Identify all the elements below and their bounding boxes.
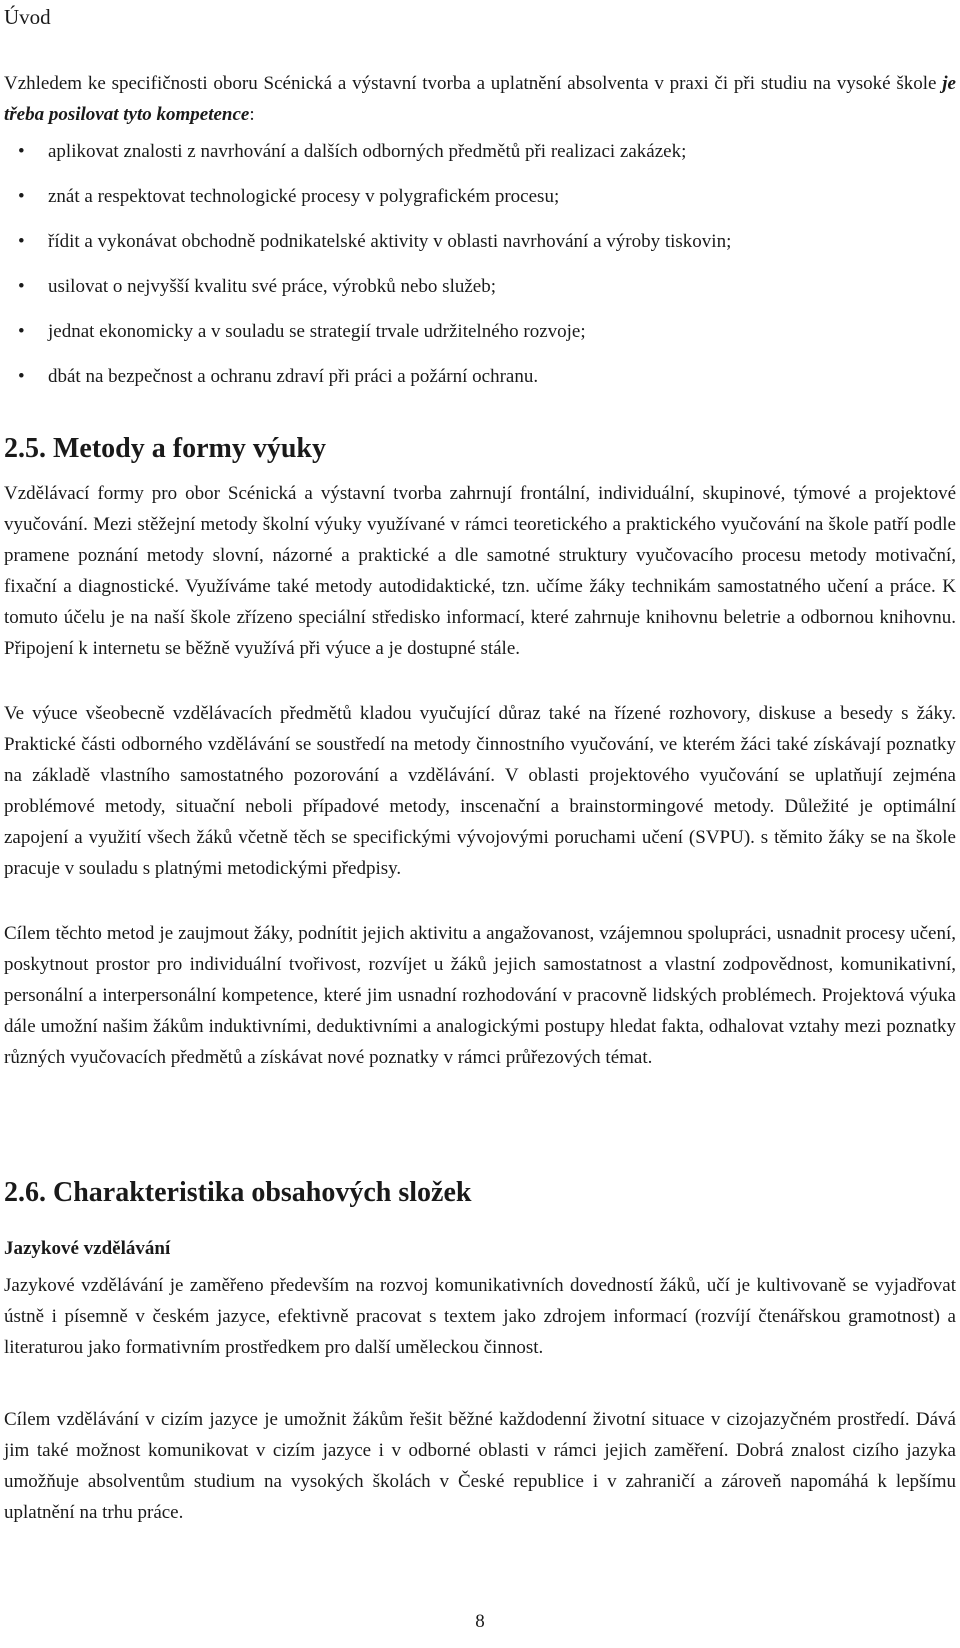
bullet-icon: • (18, 321, 25, 342)
intro-paragraph (4, 68, 956, 130)
paragraph-methods-forms: Vzdělávací formy pro obor Scénická a výstavní tvorba zahrnují frontální, individuální, skupinové, týmové a projektové vyučování. Mezi stěžejní metody školní výuky využívané v rámci teoretického a praktického vyučování na škole patří podle pramene poznání metody slovní, názorné a praktické a dle samotné struktury vyučovacího procesu metody motivační, fixační a diagnostické. Využíváme také metody autodidaktické, tzn. učíme žáky technikám samostatného učení a práce. K tomuto účelu je na naší škole zřízeno speciální středisko informací, které zahrnuje knihovnu beletrie a odbornou knihovnu. Připojení k internetu se běžně využívá při výuce a je dostupné stále. (4, 483, 956, 659)
list-item (4, 181, 956, 226)
paragraph-methods-goals: Cílem těchto metod je zaujmout žáky, podnítit jejich aktivitu a angažovanost, vzájemnou spolupráci, usnadnit procesy učení, poskytnout prostor pro individuální tvořivost, rozvíjet u žáků jejich samostatnost a vlastní zodpovědnost, komunikativní, personální a interpersonální kompetence, které jim usnadní rozhodování v pracovně lidských problémech. Projektová výuka dále umožní našim žákům induktivními, deduktivními a analogickými postupy hledat fakta, odhalovat vztahy mezi poznatky různých vyučovacích předmětů a získávat nové poznatky v rámci průřezových témat. (4, 923, 956, 1068)
page-number: 8 (475, 1611, 485, 1632)
intro-text: Vzhledem ke specifičnosti oboru Scénická a výstavní tvorba a uplatnění absolventa v praxi či při studiu na vysoké škole (4, 73, 943, 94)
page-header: Úvod (4, 5, 51, 29)
section-heading-content: 2.6. Charakteristika obsahových složek (4, 1177, 472, 1208)
list-item-text: jednat ekonomicky a v souladu se strategií trvale udržitelného rozvoje; (48, 321, 586, 342)
list-item (4, 316, 956, 361)
subheading-language-education: Jazykové vzdělávání (4, 1238, 171, 1259)
paragraph-methods-teaching: Ve výuce všeobecně vzdělávacích předmětů kladou vyučující důraz také na řízené rozhovory, diskuse a besedy s žáky. Praktické části odborného vzdělávání se soustředí na metody činnostního vyučování, ve kterém žáci také získávají poznatky na základě vlastního samostatného pozorování a vzdělávání. V oblasti projektového vyučování se uplatňují zejména problémové metody, situační neboli případové metody, inscenační a brainstormingové metody. Důležité je optimální zapojení a využití všech žáků včetně těch se specifickými vývojovými poruchami učení (SVPU). s těmito žáky se na škole pracuje v souladu s platnými metodickými předpisy. (4, 703, 956, 879)
list-item-text: usilovat o nejvyšší kvalitu své práce, výrobků nebo služeb; (48, 276, 496, 297)
bullet-icon: • (18, 276, 25, 297)
paragraph-language-education: Jazykové vzdělávání je zaměřeno především na rozvoj komunikativních dovedností žáků, učí je kultivovaně se vyjadřovat ústně i písemně v českém jazyce, efektivně pracovat s textem jako zdrojem informací (rozvíjí čtenářskou gramotnost) a literaturou jako formativním prostředkem pro další uměleckou činnost. (4, 1275, 956, 1358)
bullet-icon: • (18, 141, 25, 162)
bullet-icon: • (18, 186, 25, 207)
bullet-icon: • (18, 231, 25, 252)
list-item-text: aplikovat znalosti z navrhování a dalších odborných předmětů při realizaci zakázek; (48, 141, 687, 162)
bullet-icon: • (18, 366, 25, 387)
intro-emphasis: je třeba posilovat tyto kompetence (4, 73, 956, 125)
list-item (4, 136, 956, 181)
paragraph-foreign-language: Cílem vzdělávání v cizím jazyce je umožnit žákům řešit běžné každodenní životní situace v cizojazyčném prostředí. Dává jim také možnost komunikovat v cizím jazyce i v odborné oblasti v rámci jejich zaměření. Dobrá znalost cizího jazyka umožňuje absolventům studium na vysokých školách v České republice i v zahraničí a zároveň napomáhá k lepšímu uplatnění na trhu práce. (4, 1409, 956, 1523)
list-item (4, 271, 956, 316)
intro-end: : (249, 104, 255, 125)
list-item (4, 226, 956, 271)
section-heading-methods: 2.5. Metody a formy výuky (4, 433, 326, 464)
list-item (4, 361, 956, 406)
list-item-text: dbát na bezpečnost a ochranu zdraví při práci a požární ochranu. (48, 366, 539, 387)
list-item-text: znát a respektovat technologické procesy v polygrafickém procesu; (48, 186, 560, 207)
competence-list (4, 136, 956, 406)
list-item-text: řídit a vykonávat obchodně podnikatelské aktivity v oblasti navrhování a výroby tiskovin; (48, 231, 732, 252)
